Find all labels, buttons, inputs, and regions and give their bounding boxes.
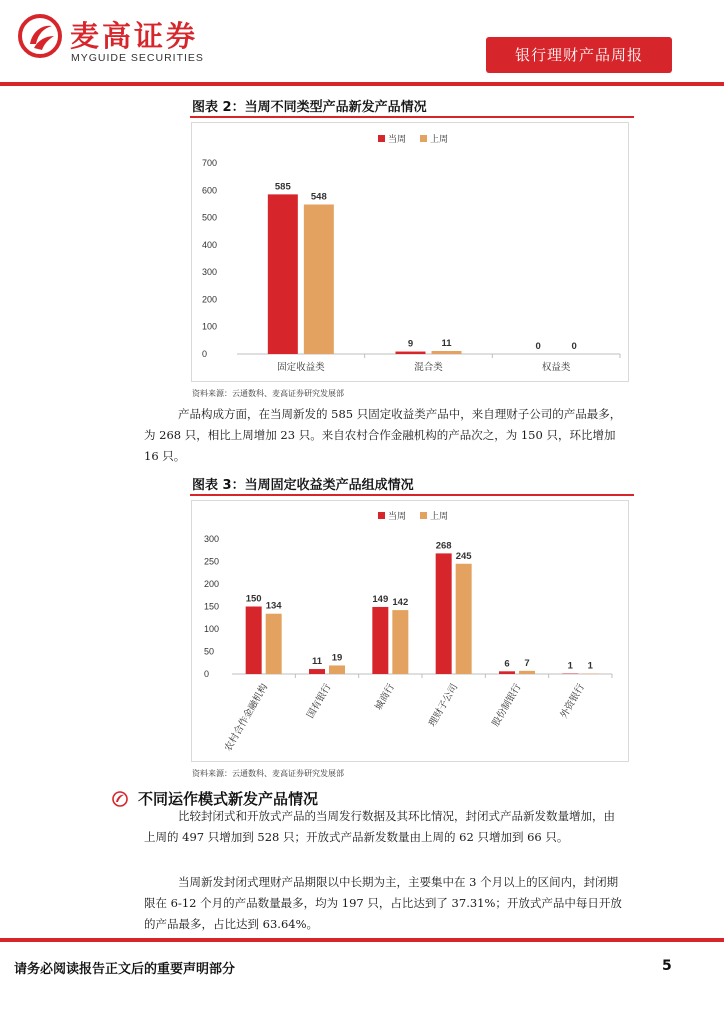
y-tick-label-3: 150 [204,601,220,612]
brand-name-cn: 麦高证券 [70,19,199,53]
data-label-0-2: 0 [535,341,541,352]
page-header [0,0,724,86]
y-tick-label-0: 0 [204,669,210,679]
figure-3-title: 图表 3：当周固定收益类产品组成情况 [192,478,414,493]
data-label-0-3: 268 [435,540,452,552]
bar-1-0 [304,204,334,354]
y-tick-label-6: 300 [204,534,220,544]
y-tick-label-1: 100 [202,321,218,332]
page-number: 5 [662,958,672,974]
legend-swatch-0 [378,135,385,142]
x-tick-label-1: 国有银行 [305,682,334,721]
x-tick-label-5: 外资银行 [558,682,587,721]
figure-2-source: 资料来源：云通数科、麦高证券研究发展部 [192,389,344,398]
x-tick-label-1: 混合类 [414,362,443,373]
x-tick-label-2: 权益类 [541,362,571,373]
data-label-0-1: 9 [407,338,414,350]
bar-1-1 [432,351,462,354]
section-bullet-icon [112,791,128,807]
figure-2-svg [192,123,628,381]
paragraph-product-composition [144,404,622,467]
y-tick-label-2: 200 [202,294,218,305]
data-label-1-4: 7 [524,657,530,669]
bar-0-1 [396,352,426,354]
data-label-0-5: 1 [567,660,573,672]
figure-2-rule [190,116,634,118]
data-label-0-0: 585 [274,181,291,193]
data-label-0-2: 149 [372,593,389,605]
x-tick-label-0: 固定收益类 [277,362,325,373]
legend-label-0: 当周 [388,135,407,145]
y-tick-label-5: 500 [202,212,218,223]
data-label-1-0: 548 [310,191,327,203]
header-divider [0,82,724,86]
figure-2-chart [191,122,629,382]
bar-1-1 [329,665,345,674]
data-label-1-1: 11 [441,337,452,349]
bar-0-4 [499,671,515,674]
report-title-badge: 银行理财产品周报 [486,37,672,73]
legend-label-0: 当周 [388,512,407,522]
bar-1-4 [519,671,535,674]
data-label-1-1: 19 [331,652,343,664]
footer-divider [0,938,724,942]
bar-1-0 [266,614,282,674]
brand-name-en: MYGUIDE SECURITIES [71,52,204,64]
y-tick-label-5: 250 [204,556,220,567]
figure-3-svg [192,501,628,761]
brand-logo-icon [18,14,62,58]
data-label-0-1: 11 [311,656,323,668]
x-tick-label-2: 城商行 [373,682,397,713]
bar-1-2 [392,610,408,674]
data-label-1-0: 134 [265,600,282,612]
y-tick-label-6: 600 [202,185,218,196]
bar-1-3 [456,564,472,674]
paragraph-closed-term [144,872,622,935]
y-tick-label-2: 100 [204,624,220,634]
data-label-0-0: 150 [245,593,262,605]
data-label-1-3: 245 [455,550,472,562]
y-tick-label-7: 700 [202,158,218,168]
bar-0-3 [436,553,452,674]
data-label-0-4: 6 [504,658,510,670]
paragraph-2-text: 比较封闭式和开放式产品的当周发行数据及其环比情况，封闭式产品新发数量增加，由上周的 497 只增加到 528 只；开放式产品新发数量由上周的 62 只增加到 66 只。 [144,809,615,844]
bar-0-1 [309,669,325,674]
bar-0-0 [246,607,262,675]
paragraph-operation-mode [144,806,622,848]
y-tick-label-4: 400 [202,239,218,250]
legend-swatch-0 [378,512,385,519]
y-tick-label-4: 200 [204,579,220,589]
legend-label-1: 上周 [430,135,449,145]
x-tick-label-0: 农村合作金融机构 [222,682,271,754]
legend-label-1: 上周 [430,512,449,522]
legend-swatch-1 [420,512,427,519]
section-title: 不同运作模式新发产品情况 [138,790,319,808]
paragraph-1-text: 产品构成方面，在当周新发的 585 只固定收益类产品中，来自理财子公司的产品最多，为 268 只，相比上周增加 23 只。来自农村合作金融机构的产品次之，为 150 只，环比增加 16 只。 [144,407,622,463]
figure-3-source: 资料来源：云通数科、麦高证券研究发展部 [192,769,344,778]
bar-0-2 [372,607,388,674]
bar-0-0 [268,194,298,354]
data-label-1-2: 142 [392,597,409,609]
figure-2-title: 图表 2：当周不同类型产品新发产品情况 [192,100,427,115]
x-tick-label-4: 股份制银行 [490,682,524,729]
y-tick-label-1: 50 [204,646,215,657]
footer-disclaimer: 请务必阅读报告正文后的重要声明部分 [14,962,236,977]
figure-3-rule [190,494,634,496]
figure-3-chart [191,500,629,762]
y-tick-label-0: 0 [202,349,208,359]
y-tick-label-3: 300 [202,267,218,278]
data-label-1-5: 1 [587,660,593,672]
legend-swatch-1 [420,135,427,142]
paragraph-3-text: 当周新发封闭式理财产品期限以中长期为主，主要集中在 3 个月以上的区间内，封闭期限在 6-12 个月的产品数量最多，均为 197 只，占比达到了 37.31%；开放式产品中每日开放的产品最多，占比达到 63.64%。 [144,875,622,931]
data-label-1-2: 0 [571,341,577,352]
x-tick-label-3: 理财子公司 [426,682,461,729]
